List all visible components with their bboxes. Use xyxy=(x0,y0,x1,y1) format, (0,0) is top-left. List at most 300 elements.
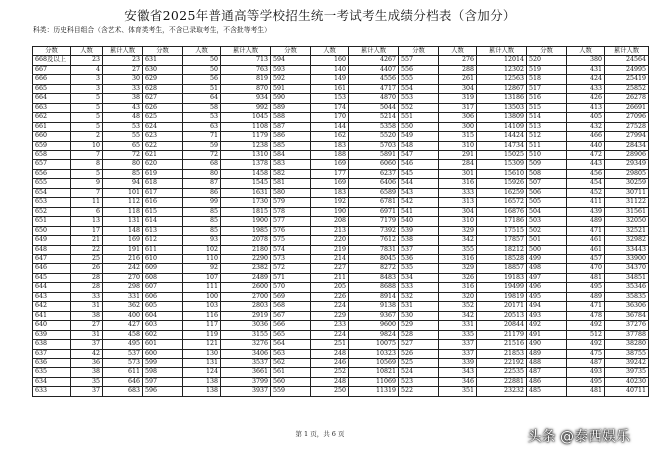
score-cell: 529 xyxy=(399,321,439,330)
score-cell: 541 xyxy=(399,207,439,216)
cumulative-cell: 30259 xyxy=(605,179,649,188)
score-cell: 550 xyxy=(399,122,439,131)
score-cell: 520 xyxy=(527,56,567,65)
cumulative-cell: 39735 xyxy=(605,368,649,377)
cumulative-cell: 32521 xyxy=(605,226,649,235)
score-cell: 664 xyxy=(33,94,71,103)
count-cell: 23 xyxy=(71,56,103,65)
cumulative-cell: 1631 xyxy=(221,188,271,197)
cumulative-cell: 21853 xyxy=(477,349,527,358)
cumulative-cell: 270 xyxy=(103,273,143,282)
cumulative-cell: 870 xyxy=(221,84,271,93)
score-cell: 523 xyxy=(399,377,439,386)
count-cell: 117 xyxy=(183,321,221,330)
score-cell: 507 xyxy=(527,179,567,188)
count-cell: 33 xyxy=(71,292,103,301)
cumulative-cell: 1900 xyxy=(221,217,271,226)
count-cell: 177 xyxy=(311,169,349,178)
count-cell: 116 xyxy=(183,311,221,320)
cumulative-cell: 18857 xyxy=(477,264,527,273)
cumulative-cell: 537 xyxy=(103,349,143,358)
count-cell: 92 xyxy=(183,264,221,273)
score-cell: 511 xyxy=(527,141,567,150)
cumulative-cell: 6781 xyxy=(349,198,399,207)
score-cell: 628 xyxy=(143,84,183,93)
table-row xyxy=(33,340,649,349)
cumulative-cell: 6971 xyxy=(349,207,399,216)
count-cell: 58 xyxy=(183,103,221,112)
column-header: 人数 xyxy=(311,47,349,56)
score-cell: 650 xyxy=(33,226,71,235)
count-cell: 11 xyxy=(71,198,103,207)
score-cell: 635 xyxy=(33,368,71,377)
count-cell: 310 xyxy=(439,217,477,226)
cumulative-cell: 24564 xyxy=(605,56,649,65)
count-cell: 25 xyxy=(71,254,103,263)
score-cell: 596 xyxy=(143,387,183,396)
cumulative-cell: 10569 xyxy=(349,358,399,367)
count-cell: 80 xyxy=(183,169,221,178)
score-cell: 562 xyxy=(271,358,311,367)
header-row xyxy=(33,47,649,56)
table-row xyxy=(33,292,649,301)
column-header: 累计人数 xyxy=(477,47,527,56)
count-cell: 63 xyxy=(183,122,221,131)
count-cell: 304 xyxy=(439,207,477,216)
score-cell: 587 xyxy=(271,122,311,131)
score-cell: 509 xyxy=(527,160,567,169)
table-row xyxy=(33,150,649,159)
score-cell: 504 xyxy=(527,207,567,216)
count-cell: 252 xyxy=(311,368,349,377)
table-row xyxy=(33,75,649,84)
score-cell: 537 xyxy=(399,245,439,254)
cumulative-cell: 101 xyxy=(103,188,143,197)
cumulative-cell: 400 xyxy=(103,311,143,320)
cumulative-cell: 5520 xyxy=(349,132,399,141)
cumulative-cell: 191 xyxy=(103,245,143,254)
score-cell: 638 xyxy=(33,340,71,349)
cumulative-cell: 33443 xyxy=(605,245,649,254)
document-title: 安徽省2025年普通高等学校招生统一考试考生成绩分档表（含加分） xyxy=(124,8,516,23)
count-cell: 56 xyxy=(183,75,221,84)
cumulative-cell: 3406 xyxy=(221,349,271,358)
score-cell: 492 xyxy=(527,321,567,330)
cumulative-cell: 8688 xyxy=(349,283,399,292)
score-cell: 582 xyxy=(271,169,311,178)
cumulative-cell: 331 xyxy=(103,292,143,301)
cumulative-cell: 23 xyxy=(103,56,143,65)
score-cell: 513 xyxy=(527,122,567,131)
cumulative-cell: 26691 xyxy=(605,103,649,112)
score-cell: 490 xyxy=(527,340,567,349)
count-cell: 492 xyxy=(567,340,605,349)
count-cell: 487 xyxy=(567,358,605,367)
table-row xyxy=(33,160,649,169)
count-cell: 110 xyxy=(183,254,221,263)
table-row xyxy=(33,217,649,226)
cumulative-cell: 16876 xyxy=(477,207,527,216)
cumulative-cell: 9824 xyxy=(349,330,399,339)
count-cell: 481 xyxy=(567,387,605,396)
score-cell: 654 xyxy=(33,188,71,197)
count-cell: 8 xyxy=(71,160,103,169)
cumulative-cell: 2180 xyxy=(221,245,271,254)
score-cell: 631 xyxy=(143,56,183,65)
cumulative-cell: 36306 xyxy=(605,302,649,311)
score-cell: 605 xyxy=(143,302,183,311)
column-header: 累计人数 xyxy=(605,47,649,56)
cumulative-cell: 298 xyxy=(103,283,143,292)
count-cell: 431 xyxy=(567,65,605,74)
count-cell: 9 xyxy=(71,179,103,188)
count-cell: 5 xyxy=(71,122,103,131)
cumulative-cell: 25852 xyxy=(605,84,649,93)
count-cell: 481 xyxy=(567,273,605,282)
count-cell: 288 xyxy=(439,65,477,74)
cumulative-cell: 48 xyxy=(103,113,143,122)
table-row xyxy=(33,358,649,367)
score-cell: 524 xyxy=(399,368,439,377)
cumulative-cell: 2700 xyxy=(221,292,271,301)
count-cell: 310 xyxy=(439,141,477,150)
score-cell: 547 xyxy=(399,150,439,159)
count-cell: 37 xyxy=(71,387,103,396)
score-cell: 539 xyxy=(399,226,439,235)
count-cell: 31 xyxy=(71,330,103,339)
count-cell: 276 xyxy=(439,56,477,65)
table-row xyxy=(33,207,649,216)
score-cell: 617 xyxy=(143,188,183,197)
score-cell: 615 xyxy=(143,207,183,216)
cumulative-cell: 43 xyxy=(103,103,143,112)
count-cell: 471 xyxy=(567,226,605,235)
count-cell: 351 xyxy=(439,387,477,396)
cumulative-cell: 3799 xyxy=(221,377,271,386)
table-row xyxy=(33,302,649,311)
cumulative-cell: 573 xyxy=(103,358,143,367)
count-cell: 342 xyxy=(439,236,477,245)
count-cell: 21 xyxy=(71,236,103,245)
cumulative-cell: 8914 xyxy=(349,292,399,301)
count-cell: 457 xyxy=(567,254,605,263)
count-cell: 301 xyxy=(439,169,477,178)
cumulative-cell: 819 xyxy=(221,75,271,84)
table-row xyxy=(33,254,649,263)
cumulative-cell: 10821 xyxy=(349,368,399,377)
count-cell: 26 xyxy=(71,264,103,273)
score-cell: 624 xyxy=(143,122,183,131)
score-cell: 544 xyxy=(399,179,439,188)
count-cell: 103 xyxy=(183,302,221,311)
score-cell: 655 xyxy=(33,179,71,188)
count-cell: 426 xyxy=(567,94,605,103)
count-cell: 261 xyxy=(439,75,477,84)
cumulative-cell: 7612 xyxy=(349,236,399,245)
count-cell: 68 xyxy=(183,160,221,169)
score-cell: 625 xyxy=(143,113,183,122)
score-cell: 586 xyxy=(271,132,311,141)
score-cell: 495 xyxy=(527,292,567,301)
cumulative-cell: 1108 xyxy=(221,122,271,131)
cumulative-cell: 7179 xyxy=(349,217,399,226)
score-cell: 517 xyxy=(527,84,567,93)
count-cell: 313 xyxy=(439,198,477,207)
score-cell: 634 xyxy=(33,377,71,386)
count-cell: 50 xyxy=(183,56,221,65)
score-cell: 540 xyxy=(399,217,439,226)
cumulative-cell: 33 xyxy=(103,84,143,93)
count-cell: 7 xyxy=(71,150,103,159)
count-cell: 284 xyxy=(439,160,477,169)
count-cell: 291 xyxy=(439,150,477,159)
cumulative-cell: 13503 xyxy=(477,103,527,112)
cumulative-cell: 17857 xyxy=(477,236,527,245)
cumulative-cell: 148 xyxy=(103,226,143,235)
count-cell: 183 xyxy=(311,141,349,150)
table-row xyxy=(33,169,649,178)
count-cell: 335 xyxy=(439,330,477,339)
count-cell: 5 xyxy=(71,103,103,112)
cumulative-cell: 3276 xyxy=(221,340,271,349)
score-cell: 630 xyxy=(143,65,183,74)
score-cell: 485 xyxy=(527,387,567,396)
count-cell: 119 xyxy=(183,330,221,339)
cumulative-cell: 37788 xyxy=(605,330,649,339)
cumulative-cell: 22881 xyxy=(477,377,527,386)
cumulative-cell: 20844 xyxy=(477,321,527,330)
count-cell: 85 xyxy=(183,207,221,216)
score-cell: 602 xyxy=(143,330,183,339)
score-cell: 658 xyxy=(33,150,71,159)
table-row xyxy=(33,179,649,188)
cumulative-cell: 38755 xyxy=(605,349,649,358)
score-cell: 570 xyxy=(271,283,311,292)
cumulative-cell: 11319 xyxy=(349,387,399,396)
count-cell: 161 xyxy=(311,84,349,93)
score-cell: 620 xyxy=(143,160,183,169)
count-cell: 319 xyxy=(439,94,477,103)
column-header: 分数 xyxy=(143,47,183,56)
count-cell: 3 xyxy=(71,75,103,84)
cumulative-cell: 15926 xyxy=(477,179,527,188)
cumulative-cell: 1045 xyxy=(221,113,271,122)
score-cell: 592 xyxy=(271,75,311,84)
cumulative-cell: 14109 xyxy=(477,122,527,131)
score-cell: 601 xyxy=(143,340,183,349)
count-cell: 85 xyxy=(183,226,221,235)
table-row xyxy=(33,84,649,93)
score-cell: 598 xyxy=(143,368,183,377)
score-cell: 497 xyxy=(527,273,567,282)
score-cell: 633 xyxy=(33,387,71,396)
cumulative-cell: 17186 xyxy=(477,217,527,226)
score-cell: 549 xyxy=(399,132,439,141)
column-header: 人数 xyxy=(439,47,477,56)
cumulative-cell: 2382 xyxy=(221,264,271,273)
count-cell: 10 xyxy=(71,141,103,150)
score-cell: 599 xyxy=(143,358,183,367)
cumulative-cell: 713 xyxy=(221,56,271,65)
count-cell: 380 xyxy=(567,56,605,65)
table-row xyxy=(33,273,649,282)
cumulative-cell: 5214 xyxy=(349,113,399,122)
count-cell: 131 xyxy=(183,358,221,367)
count-cell: 42 xyxy=(71,349,103,358)
cumulative-cell: 34851 xyxy=(605,273,649,282)
count-cell: 107 xyxy=(183,273,221,282)
count-cell: 227 xyxy=(311,264,349,273)
score-distribution-table xyxy=(32,46,649,397)
score-cell: 548 xyxy=(399,141,439,150)
cumulative-cell: 9600 xyxy=(349,321,399,330)
count-cell: 337 xyxy=(439,340,477,349)
cumulative-cell: 21179 xyxy=(477,330,527,339)
count-cell: 251 xyxy=(311,340,349,349)
score-cell: 594 xyxy=(271,56,311,65)
table-row xyxy=(33,349,649,358)
score-cell: 606 xyxy=(143,292,183,301)
cumulative-cell: 2290 xyxy=(221,254,271,263)
score-cell: 564 xyxy=(271,340,311,349)
cumulative-cell: 8483 xyxy=(349,273,399,282)
score-cell: 542 xyxy=(399,198,439,207)
score-cell: 519 xyxy=(527,65,567,74)
cumulative-cell: 72 xyxy=(103,150,143,159)
score-cell: 660 xyxy=(33,132,71,141)
cumulative-cell: 4556 xyxy=(349,75,399,84)
cumulative-cell: 4407 xyxy=(349,65,399,74)
score-cell: 566 xyxy=(271,321,311,330)
score-cell: 559 xyxy=(271,387,311,396)
score-cell: 591 xyxy=(271,84,311,93)
score-cell: 657 xyxy=(33,160,71,169)
cumulative-cell: 13809 xyxy=(477,113,527,122)
cumulative-cell: 6060 xyxy=(349,160,399,169)
count-cell: 153 xyxy=(311,94,349,103)
count-cell: 6 xyxy=(71,207,103,216)
score-cell: 612 xyxy=(143,236,183,245)
score-cell: 491 xyxy=(527,330,567,339)
score-cell: 662 xyxy=(33,113,71,122)
score-cell: 626 xyxy=(143,103,183,112)
score-cell: 528 xyxy=(399,330,439,339)
cumulative-cell: 16259 xyxy=(477,188,527,197)
count-cell: 130 xyxy=(183,349,221,358)
score-cell: 661 xyxy=(33,122,71,131)
count-cell: 190 xyxy=(311,207,349,216)
count-cell: 27 xyxy=(71,321,103,330)
count-cell: 329 xyxy=(439,226,477,235)
score-cell: 526 xyxy=(399,349,439,358)
score-cell: 503 xyxy=(527,217,567,226)
score-cell: 614 xyxy=(143,217,183,226)
table-row xyxy=(33,264,649,273)
score-cell: 588 xyxy=(271,113,311,122)
score-cell: 527 xyxy=(399,340,439,349)
cumulative-cell: 85 xyxy=(103,169,143,178)
score-cell: 535 xyxy=(399,264,439,273)
score-cell: 666 xyxy=(33,75,71,84)
cumulative-cell: 18212 xyxy=(477,245,527,254)
table-row xyxy=(33,245,649,254)
count-cell: 342 xyxy=(439,311,477,320)
count-cell: 220 xyxy=(311,236,349,245)
cumulative-cell: 55 xyxy=(103,132,143,141)
score-cell: 623 xyxy=(143,132,183,141)
cumulative-cell: 37276 xyxy=(605,321,649,330)
count-cell: 433 xyxy=(567,84,605,93)
cumulative-cell: 458 xyxy=(103,330,143,339)
cumulative-cell: 1545 xyxy=(221,179,271,188)
score-cell: 518 xyxy=(527,75,567,84)
cumulative-cell: 2489 xyxy=(221,273,271,282)
score-cell: 496 xyxy=(527,283,567,292)
score-cell: 646 xyxy=(33,264,71,273)
cumulative-cell: 2600 xyxy=(221,283,271,292)
table-row xyxy=(33,132,649,141)
cumulative-cell: 10323 xyxy=(349,349,399,358)
cumulative-cell: 34370 xyxy=(605,264,649,273)
table-row xyxy=(33,122,649,131)
score-cell: 656 xyxy=(33,169,71,178)
cumulative-cell: 6589 xyxy=(349,188,399,197)
count-cell: 87 xyxy=(183,179,221,188)
cumulative-cell: 3537 xyxy=(221,358,271,367)
score-cell: 555 xyxy=(399,75,439,84)
score-cell: 531 xyxy=(399,302,439,311)
table-row xyxy=(33,113,649,122)
cumulative-cell: 13186 xyxy=(477,94,527,103)
cumulative-cell: 2078 xyxy=(221,236,271,245)
column-header: 累计人数 xyxy=(349,47,399,56)
count-cell: 72 xyxy=(183,150,221,159)
score-cell: 545 xyxy=(399,169,439,178)
score-cell: 538 xyxy=(399,236,439,245)
cumulative-cell: 7392 xyxy=(349,226,399,235)
score-cell: 610 xyxy=(143,254,183,263)
score-cell: 643 xyxy=(33,292,71,301)
score-cell: 577 xyxy=(271,217,311,226)
count-cell: 478 xyxy=(567,311,605,320)
count-cell: 214 xyxy=(311,254,349,263)
cumulative-cell: 6406 xyxy=(349,179,399,188)
count-cell: 162 xyxy=(311,132,349,141)
cumulative-cell: 4717 xyxy=(349,84,399,93)
count-cell: 493 xyxy=(567,368,605,377)
cumulative-cell: 28906 xyxy=(605,150,649,159)
cumulative-cell: 5891 xyxy=(349,150,399,159)
count-cell: 38 xyxy=(71,368,103,377)
cumulative-cell: 8272 xyxy=(349,264,399,273)
count-cell: 326 xyxy=(439,273,477,282)
cumulative-cell: 14424 xyxy=(477,132,527,141)
cumulative-cell: 934 xyxy=(221,94,271,103)
count-cell: 461 xyxy=(567,245,605,254)
count-cell: 316 xyxy=(439,283,477,292)
cumulative-cell: 40230 xyxy=(605,377,649,386)
cumulative-cell: 53 xyxy=(103,122,143,131)
count-cell: 188 xyxy=(311,150,349,159)
cumulative-cell: 12302 xyxy=(477,65,527,74)
score-cell: 574 xyxy=(271,245,311,254)
score-cell: 575 xyxy=(271,236,311,245)
count-cell: 439 xyxy=(567,207,605,216)
cumulative-cell: 3937 xyxy=(221,387,271,396)
count-cell: 461 xyxy=(567,236,605,245)
score-cell: 532 xyxy=(399,292,439,301)
count-cell: 316 xyxy=(439,179,477,188)
